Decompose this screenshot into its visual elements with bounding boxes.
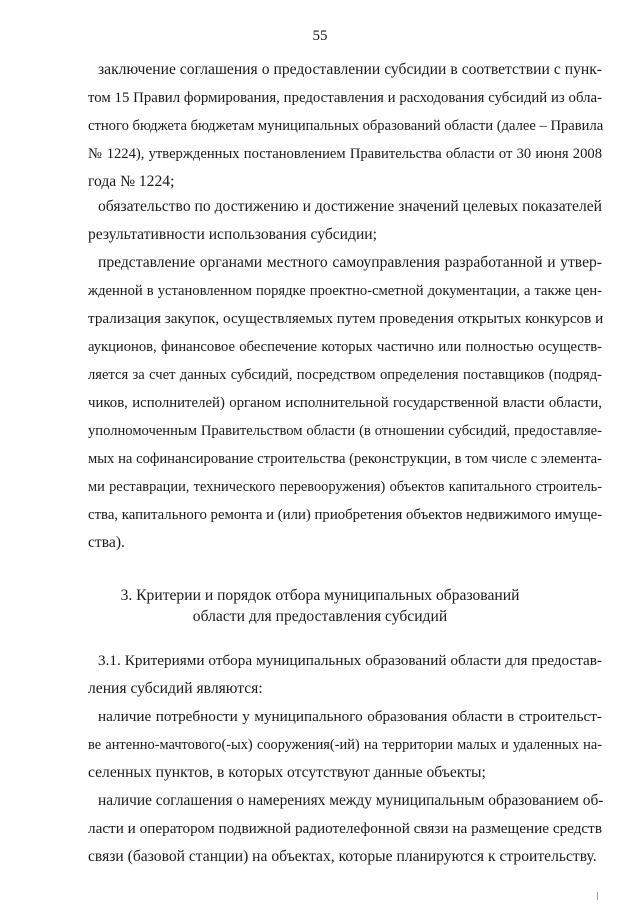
scan-mark — [597, 892, 598, 900]
page-number: 55 — [312, 28, 328, 44]
text-line: жденной в установленном порядке проектно-сметной документации, а также цен- — [88, 283, 602, 299]
text-line: ления субсидий являются: — [88, 680, 263, 697]
section-heading-line: 3. Критерии и порядок отбора муниципальных образований — [120, 587, 520, 604]
text-line: наличие потребности у муниципального образования области в строительст- — [98, 708, 602, 725]
text-line: чиков, исполнителей) органом исполнительной государственной власти области, — [88, 395, 602, 411]
text-line: ства, капитального ремонта и (или) приобретения объектов недвижимого имуще- — [88, 507, 603, 523]
text-line: ми реставрации, технического перевооружения) объектов капитального строитель- — [88, 479, 602, 495]
text-line: ласти и оператором подвижной радиотелефонной связи на размещение средств — [88, 820, 602, 837]
section-heading-line: области для предоставления субсидий — [192, 608, 448, 625]
text-line: ве антенно-мачтового(-ых) сооружения(-ий) на территории малых и удаленных на- — [88, 737, 602, 753]
text-line: результативности использования субсидии; — [88, 226, 377, 243]
text-line: обязательство по достижению и достижение значений целевых показателей — [98, 198, 602, 215]
text-line: 3.1. Критериями отбора муниципальных образований области для предостав- — [98, 652, 602, 669]
text-line: заключение соглашения о предоставлении субсидии в соответствии с пунк- — [98, 61, 602, 78]
text-line: ляется за счет данных субсидий, посредством определения поставщиков (подряд- — [88, 367, 602, 383]
text-line: уполномоченным Правительством области (в отношении субсидий, предоставляе- — [88, 423, 602, 439]
text-line: связи (базовой станции) на объектах, которые планируются к строительству. — [88, 848, 597, 865]
text-line: стного бюджета бюджетам муниципальных образований области (далее – Правила — [88, 118, 604, 134]
text-line: селенных пунктов, в которых отсутствуют данные объекты; — [88, 764, 486, 781]
text-line: мых на софинансирование строительства (реконструкции, в том числе с элемента- — [88, 451, 602, 467]
text-line: представление органами местного самоуправления разработанной и утвер- — [98, 254, 602, 271]
text-line: том 15 Правил формирования, предоставления и расходования субсидий из обла- — [88, 90, 602, 106]
text-line: аукционов, финансовое обеспечение которых частично или полностью осуществ- — [88, 339, 602, 355]
text-line: трализация закупок, осуществляемых путем проведения открытых конкурсов и — [88, 310, 604, 327]
text-line: № 1224), утвержденных постановлением Правительства области от 30 июня 2008 — [88, 146, 602, 162]
text-line: ства). — [88, 534, 125, 551]
text-line: года № 1224; — [88, 173, 175, 190]
text-line: наличие соглашения о намерениях между муниципальным образованием об- — [98, 792, 604, 809]
